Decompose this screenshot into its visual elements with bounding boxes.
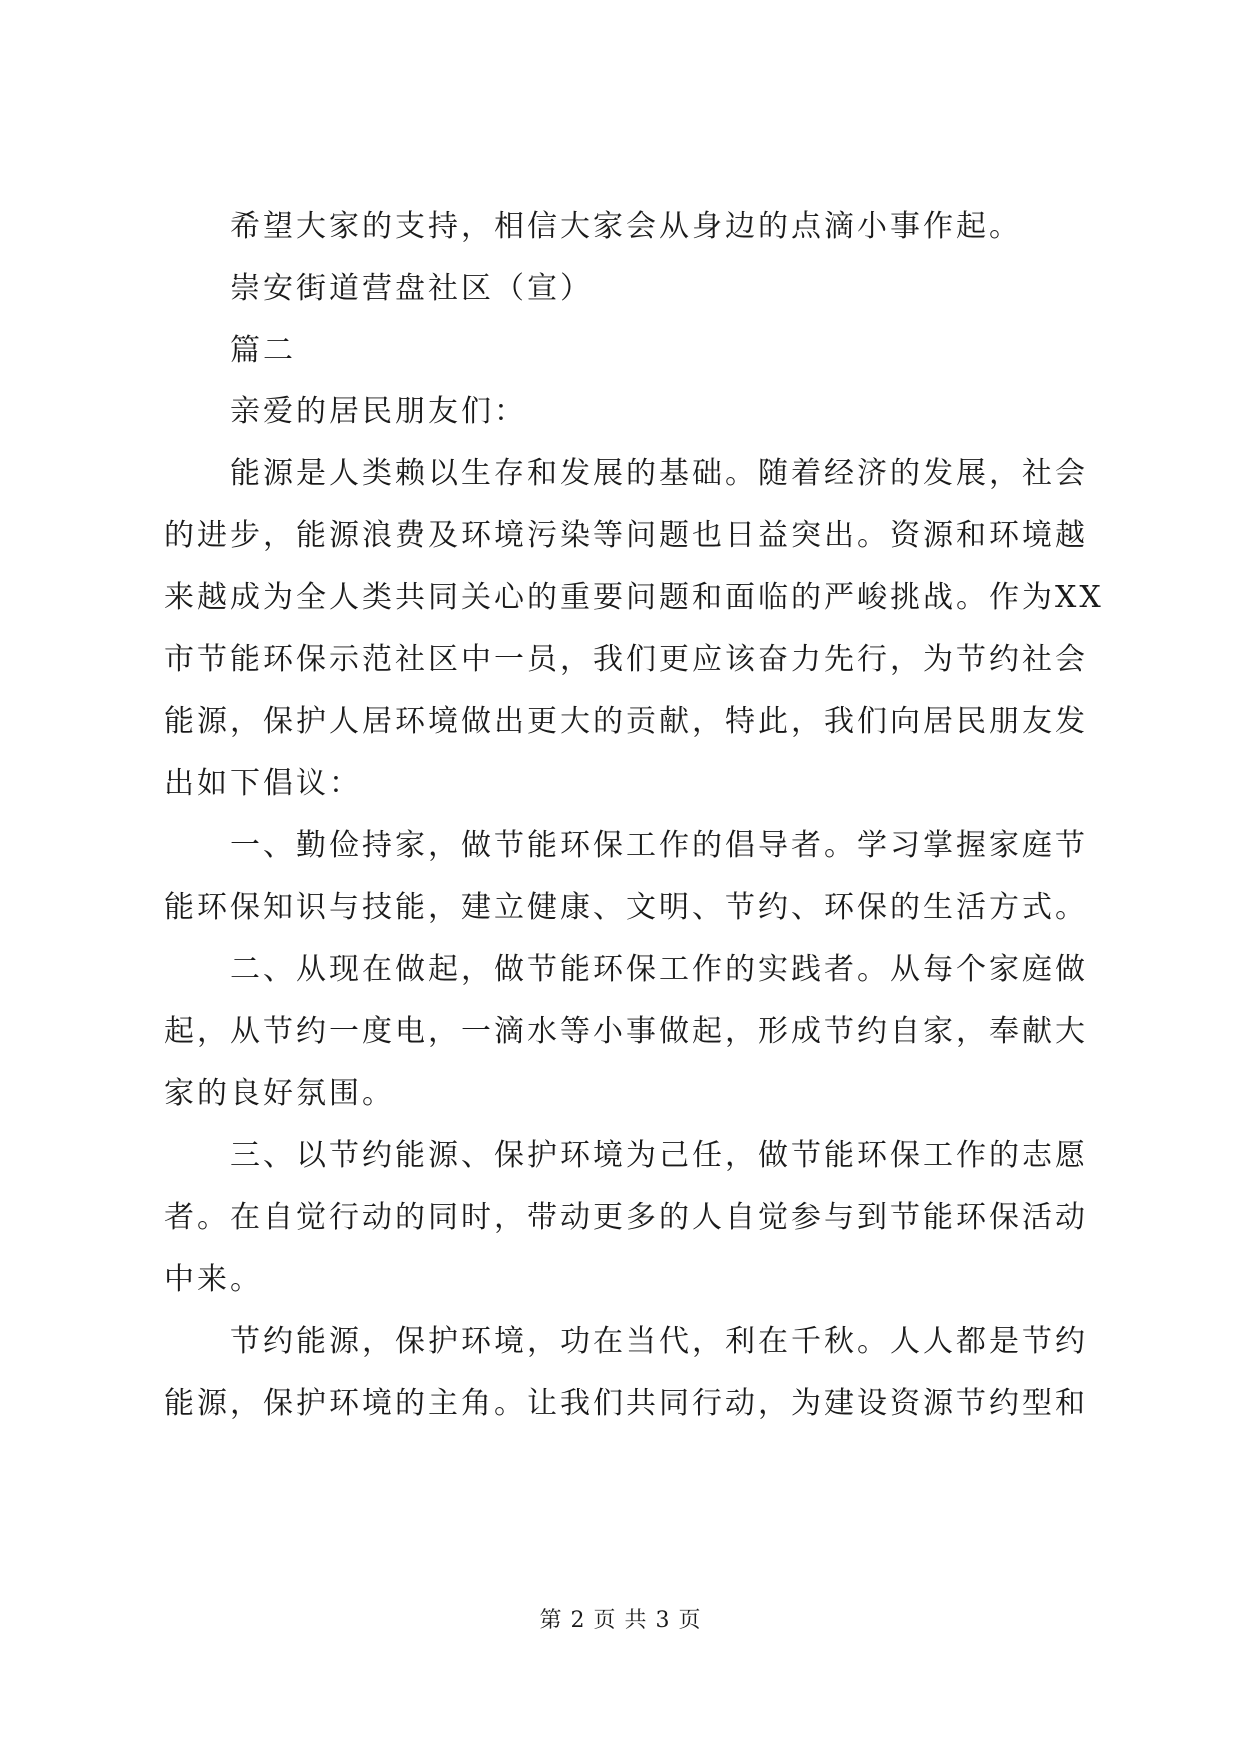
proposal-line: 二、从现在做起，做节能环保工作的实践者。从每个家庭做 bbox=[230, 952, 1088, 987]
paragraph-line: 节约能源，保护环境，功在当代，利在千秋。人人都是节约 bbox=[230, 1324, 1088, 1359]
proposal-line: 起，从节约一度电，一滴水等小事做起，形成节约自家，奉献大 bbox=[164, 1014, 1088, 1049]
page-number-footer: 第 2 页 共 3 页 bbox=[539, 1608, 702, 1633]
paragraph-line: 来越成为全人类共同关心的重要问题和面临的严峻挑战。作为XX bbox=[164, 580, 1104, 615]
paragraph-line: 市节能环保示范社区中一员，我们更应该奋力先行，为节约社会 bbox=[164, 642, 1088, 677]
proposal-line: 家的良好氛围。 bbox=[164, 1076, 395, 1111]
proposal-line: 一、勤俭持家，做节能环保工作的倡导者。学习掌握家庭节 bbox=[230, 828, 1088, 863]
proposal-line: 中来。 bbox=[164, 1262, 263, 1297]
proposal-line: 三、以节约能源、保护环境为己任，做节能环保工作的志愿 bbox=[230, 1138, 1088, 1173]
salutation-line: 亲爱的居民朋友们： bbox=[230, 394, 527, 429]
paragraph-line: 能源是人类赖以生存和发展的基础。随着经济的发展，社会 bbox=[230, 456, 1088, 491]
paragraph-line: 希望大家的支持，相信大家会从身边的点滴小事作起。 bbox=[230, 209, 1022, 244]
signature-line: 崇安街道营盘社区（宣） bbox=[230, 271, 593, 306]
proposal-line: 能环保知识与技能，建立健康、文明、节约、环保的生活方式。 bbox=[164, 890, 1088, 925]
proposal-line: 者。在自觉行动的同时，带动更多的人自觉参与到节能环保活动 bbox=[164, 1200, 1088, 1235]
paragraph-line: 出如下倡议： bbox=[164, 766, 362, 801]
paragraph-line: 的进步，能源浪费及环境污染等问题也日益突出。资源和环境越 bbox=[164, 518, 1088, 553]
paragraph-line: 能源，保护环境的主角。让我们共同行动，为建设资源节约型和 bbox=[164, 1386, 1088, 1421]
section-heading: 篇二 bbox=[230, 333, 296, 368]
paragraph-line: 能源，保护人居环境做出更大的贡献，特此，我们向居民朋友发 bbox=[164, 704, 1088, 739]
